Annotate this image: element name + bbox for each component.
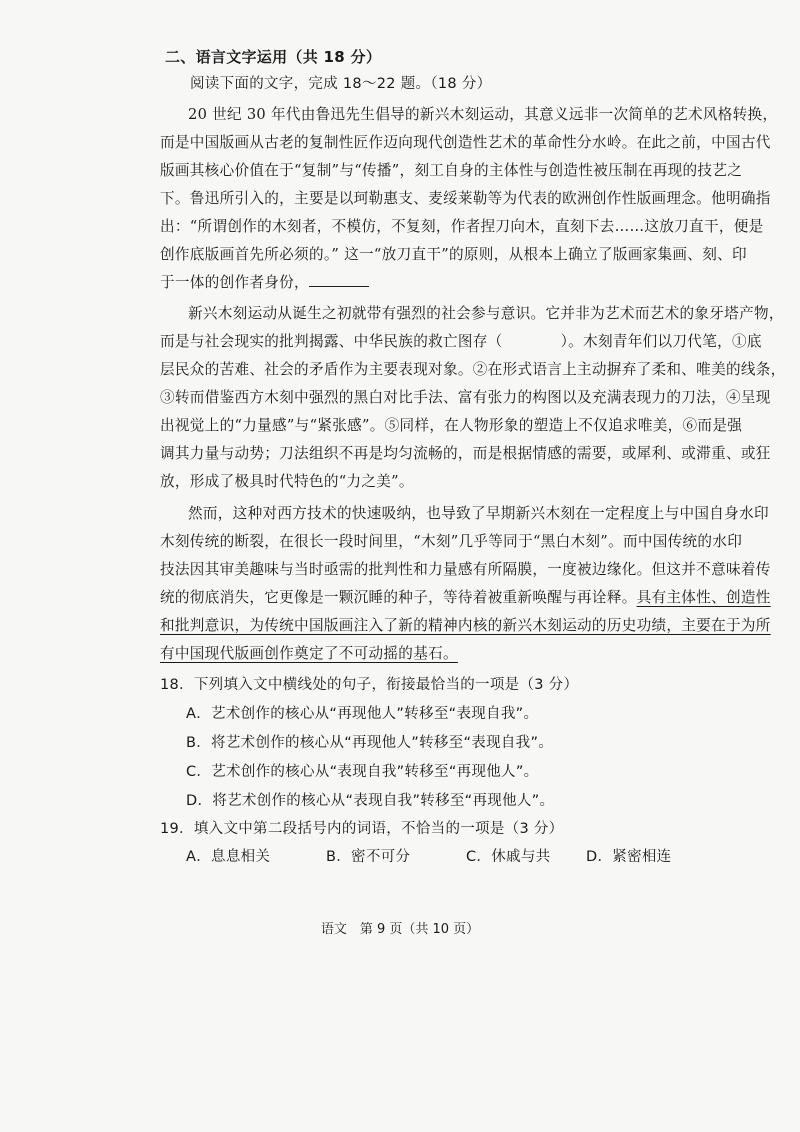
passage-line: 创作底版画首先所必须的。” 这一“放刀直干”的原则，从根本上确立了版画家集画、刻、印 <box>160 246 747 263</box>
passage-text: 而是与社会现实的批判揭露、中华民族的救亡图存（ <box>160 333 503 350</box>
question-19-option-d: D．紧密相连 <box>586 849 672 865</box>
underlined-sentence: 具有主体性、创造性 <box>636 589 771 606</box>
passage-line: 下。鲁迅所引入的，主要是以珂勒惠支、麦绥莱勒等为代表的欧洲创作性版画理念。他明确指 <box>160 190 771 207</box>
passage-line: 放，形成了极具时代特色的“力之美”。 <box>160 473 414 490</box>
section-heading: 二、语言文字运用（共 18 分） <box>165 48 382 66</box>
passage-line: 技法因其审美趣味与当时亟需的批判性和力量感有所隔膜，一度被边缘化。但这并不意味着传 <box>160 561 771 578</box>
passage-line: 调其力量与动势；刀法组织不再是均匀流畅的，而是根据情感的需要，或犀利、或滞重、或狂 <box>160 445 771 462</box>
passage-line: 然而，这种对西方技术的快速吸纳，也导致了早期新兴木刻在一定程度上与中国自身水印 <box>188 505 769 522</box>
question-18-option-a: A．艺术创作的核心从“再现他人”转移至“表现自我”。 <box>186 706 539 722</box>
passage-line: 木刻传统的断裂，在很长一段时间里，“木刻”几乎等同于“黑白木刻”。而中国传统的水印 <box>160 533 743 550</box>
question-19-option-a: A．息息相关 <box>186 849 271 865</box>
passage-line <box>160 331 762 353</box>
question-19-option-c: C．休戚与共 <box>466 849 551 865</box>
passage-line: 版画其核心价值在于“复制”与“传播”，刻工自身的主体性与创造性被压制在再现的技艺之 <box>160 162 743 179</box>
passage-line: 而是中国版画从古老的复制性匠作迈向现代创造性艺术的革命性分水岭。在此之前，中国古代 <box>160 134 771 151</box>
passage-line: 出：“所谓创作的木刻者，不模仿，不复刻，作者捏刀向木，直刻下去……这放刀直干，便是 <box>160 218 764 235</box>
passage-line <box>160 272 369 294</box>
passage-text: 统的彻底消失，它更像是一颗沉睡的种子，等待着被重新唤醒与再诠释。 <box>160 589 637 606</box>
question-18-option-d: D．将艺术创作的核心从“表现自我”转移至“再现他人”。 <box>186 793 555 809</box>
page-footer: 语文 第 9 页（共 10 页） <box>320 922 480 937</box>
passage-line <box>160 587 771 609</box>
question-18-option-b: B．将艺术创作的核心从“再现他人”转移至“表现自我”。 <box>186 735 554 751</box>
passage-line: 出视觉上的“力量感”与“紧张感”。⑤同样，在人物形象的塑造上不仅追求唯美，⑥而是强 <box>160 417 743 434</box>
question-18-stem: 18．下列填入文中横线处的句子，衔接最恰当的一项是（3 分） <box>160 677 579 693</box>
answer-blank <box>309 272 369 287</box>
passage-line: 新兴木刻运动从诞生之初就带有强烈的社会参与意识。它并非为艺术而艺术的象牙塔产物， <box>188 305 784 322</box>
question-19-stem: 19．填入文中第二段括号内的词语，不恰当的一项是（3 分） <box>160 821 564 837</box>
question-19-option-b: B．密不可分 <box>326 849 411 865</box>
passage-text: 于一体的创作者身份， <box>160 274 309 291</box>
passage-line: ③转而借鉴西方木刻中强烈的黑白对比手法、富有张力的构图以及充满表现力的刀法，④呈现 <box>160 389 771 406</box>
passage-line: 层民众的苦难、社会的矛盾作为主要表现对象。②在形式语言上主动摒弃了柔和、唯美的线条， <box>160 361 786 378</box>
passage-line: 20 世纪 30 年代由鲁迅先生倡导的新兴木刻运动，其意义远非一次简单的艺术风格转换， <box>188 106 778 123</box>
question-18-option-c: C．艺术创作的核心从“表现自我”转移至“再现他人”。 <box>186 764 539 780</box>
passage-text: ）。木刻青年们以刀代笔，①底 <box>560 333 762 350</box>
underlined-sentence: 和批判意识，为传统中国版画注入了新的精神内核的新兴木刻运动的历史功绩，主要在于为所 <box>160 617 771 634</box>
underlined-sentence: 有中国现代版画创作奠定了不可动摇的基石。 <box>160 645 458 662</box>
section-instruction: 阅读下面的文字，完成 18～22 题。（18 分） <box>190 76 492 92</box>
